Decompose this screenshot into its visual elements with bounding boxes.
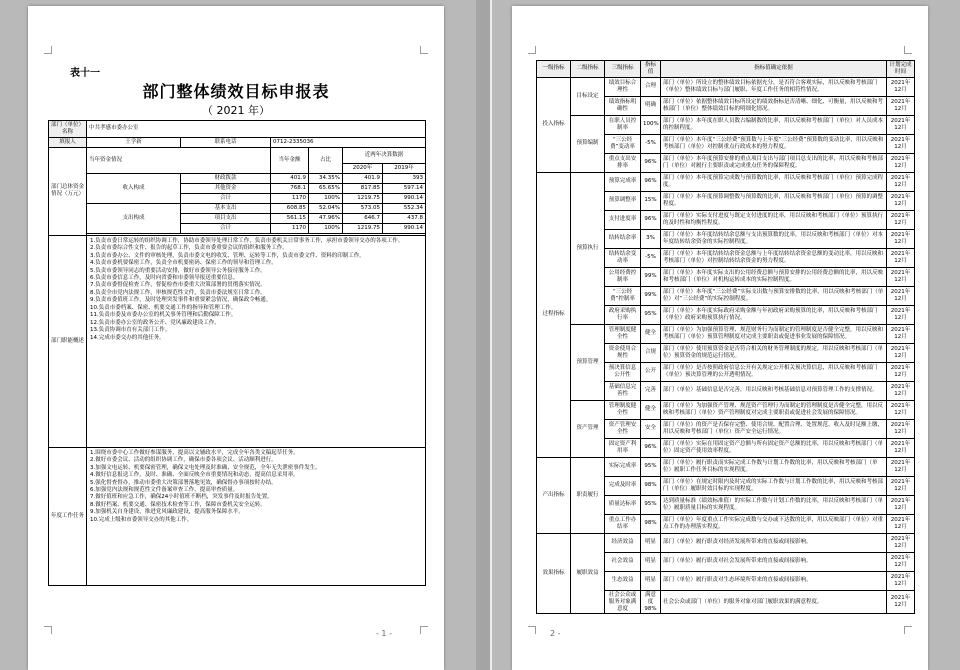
indicator-basis: 部门（单位）本年度预算调整数与预算数的比率，用以反映和考核部门（单位）预算的调整程度。 [661,191,887,210]
row-name: 合计 [181,193,271,203]
indicator-value: 健全 [641,400,661,419]
level3-indicator: 结转结余变动率 [605,248,641,267]
duty-item: 7.负责市委督促检查工作，督促检查市委重大决策部署的贯彻落实情况。 [90,282,266,289]
indicator-value: 95% [641,457,661,476]
indicator-row [537,457,915,476]
expense-label: 支出构成 [87,203,181,233]
annual-label: 年度工作任务 [49,447,87,585]
duty-item: 1.负责市委日常运转的组织协调工作，协助市委领导处理日常工作，负责市委机关日常事务工作，承担市委领导交办的各项工作。 [90,237,404,244]
indicator-basis: 部门（单位）本年度“三公经费”预算数与上年度“三公经费”预算数的变动比率，用以反映和考核部门（单位）对控制重点行政成本的努力程度。 [661,134,887,153]
row-ratio: 52.04% [309,203,343,213]
indicator-body [537,61,915,614]
level3-indicator: “三公经费”变动率 [605,134,641,153]
indicator-row [537,324,915,343]
level3-indicator: 社会效益 [605,552,641,571]
phone-value: 0712-2335036 [271,137,426,147]
indicator-value: -5% [641,248,661,267]
row-2020: 1219.75 [343,193,383,203]
plan-time: 2021年12月 [887,153,915,172]
task-item: 4.做好信息报送工作，及时、准确、全面反映全市重要情况和动态，提高信息采用率。 [90,472,299,479]
indicator-basis: 部门（单位）履行职责对生态环境所带来的直接或间接影响。 [661,571,887,590]
crop-mark [528,46,536,54]
indicator-row [537,533,915,552]
level3-indicator: 公用经费控制率 [605,267,641,286]
level3-indicator: 质量达标率 [605,495,641,514]
indicator-basis: 部门（单位）履行职责对社会发展所带来的直接或间接影响。 [661,552,887,571]
unit-value: 中共孝感市委办公室 [87,121,426,138]
indicator-basis: 部门（单位）使用预算资金是否符合相关的财务管理制度的规定，用以反映和考核部门（单位）预算资金的规范运行情况。 [661,343,887,362]
indicator-value: 98% [641,476,661,495]
level2-indicator: 资产管理 [571,400,605,457]
row-ratio: 100% [309,223,343,233]
level3-indicator: 重点工作办结率 [605,514,641,533]
crop-mark [528,626,536,634]
filler-value: 王学新 [87,137,181,147]
page-number: 2 - [550,629,561,638]
row-name: 合计 [181,223,271,233]
indicator-basis: 部门（单位）依据整体绩效目标所设定的绩效指标是否清晰、细化、可衡量，用以反映和考核部门（单位）整体绩效目标的明细化情况。 [661,96,887,115]
level3-indicator: 完成及时率 [605,476,641,495]
indicator-basis: 部门（单位）的资产是否保存完整、使用合规、配置合理、处置规范、收入及时足额上缴，用以反映和考核部门（单位）资产安全运行情况。 [661,419,887,438]
row-ratio: 100% [309,193,343,203]
level3-indicator: 资产管理安全性 [605,419,641,438]
plan-time: 2021年12月 [887,229,915,248]
indicator-value: -5% [641,134,661,153]
indicator-value: 98% [641,514,661,533]
row-2019: 552.34 [383,203,426,213]
level3-indicator: 绩效目标合理性 [605,77,641,96]
duty-list [87,235,426,447]
indicator-value: 公开 [641,362,661,381]
indicator-basis: 部门（单位）履行职责对经济发展所带来的直接或间接影响。 [661,533,887,552]
plan-time: 2021年12月 [887,96,915,115]
plan-time: 2021年12月 [887,134,915,153]
plan-time: 2021年12月 [887,267,915,286]
row-2019: 597.14 [383,183,426,193]
plan-time: 2021年12月 [887,381,915,400]
level3-indicator: 预算调整率 [605,191,641,210]
level3-indicator: 重点支出安排率 [605,153,641,172]
level3-indicator: 管理制度健全性 [605,324,641,343]
plan-time: 2021年12月 [887,362,915,381]
level2-indicator: 履职效益 [571,533,605,614]
level3-indicator: 支付进度率 [605,210,641,229]
table-label: 表十一 [70,68,100,79]
level1-indicator: 过程指标 [537,172,571,457]
level3-indicator: 固定资产利用率 [605,438,641,457]
indicator-value: 合理 [641,77,661,96]
duty-item: 9.负责市委值班工作，及时处理突发事件和重要紧急情况，确保政令畅通。 [90,297,272,304]
row-amount: 401.9 [271,173,309,183]
indicator-row [537,400,915,419]
indicator-basis: 部门（单位）为加强资产管理、规范资产管理行为而制定的管理制度是否健全完整，用以反映和考核部门（单位）资产管理制度对完成主要职责或促进社会发展的保障情况。 [661,400,887,419]
level3-indicator: “三公经费”控制率 [605,286,641,305]
indicator-value: 100% [641,115,661,134]
indicator-basis: 部门（单位）在规定时限内及时完成的实际工作数与计划工作数的比率，用以反映和考核部门（单位）履职时效目标的实现程度。 [661,476,887,495]
plan-time: 2021年12月 [887,343,915,362]
plan-time: 2021年12月 [887,286,915,305]
indicator-basis: 部门（单位）本年度实际支出的公用经费总额与预算安排的公用经费总额的比率，用以反映和考核部门（单位）对机构运转成本的实际控制程度。 [661,267,887,286]
plan-time: 2021年12月 [887,248,915,267]
level2-indicator: 预算执行 [571,172,605,324]
row-ratio: 47.96% [309,213,343,223]
indicator-value: 15% [641,191,661,210]
indicator-basis: 部门（单位）实际在用固定资产总额与所有固定资产总额的比率，用以反映和考核部门（单位）固定资产使用效率程度。 [661,438,887,457]
plan-time: 2021年12月 [887,305,915,324]
indicator-value: 合规 [641,343,661,362]
year-2019-header: 2019年 [383,163,426,173]
row-2019: 990.14 [383,193,426,203]
task-item: 5.强化督查督办，推动市委重大决策部署落地见效，确保督办事项按时办结。 [90,479,277,486]
task-item: 10.完成上级和市委领导交办的其他工作。 [90,516,193,523]
row-2019: 393 [383,173,426,183]
level3-indicator: 预决算信息公开性 [605,362,641,381]
column-header: 指标值确定依据 [661,61,887,78]
crop-mark [904,626,912,634]
indicator-row [537,115,915,134]
plan-time: 2021年12月 [887,552,915,571]
level3-indicator: 基础信息完善性 [605,381,641,400]
crop-mark [904,46,912,54]
row-amount: 608.85 [271,203,309,213]
page-number: - 1 - [376,629,392,638]
level3-indicator: 管理制度健全性 [605,400,641,419]
row-amount: 768.1 [271,183,309,193]
column-header: 一级指标 [537,61,571,78]
crop-mark [44,626,52,634]
indicator-value: 健全 [641,324,661,343]
indicator-basis: 社会公众或部门（单位）的服务对象对部门履职效果的满意程度。 [661,590,887,614]
row-name: 其他资金 [181,183,271,193]
level3-indicator: 预算完成率 [605,172,641,191]
plan-time: 2021年12月 [887,438,915,457]
unit-label: 部门（单位）名称 [49,121,87,138]
row-2020: 573.05 [343,203,383,213]
plan-time: 2021年12月 [887,476,915,495]
level1-indicator: 投入指标 [537,77,571,172]
indicator-basis: 部门（单位）本年度结转结余资金总额与上年度结转结余资金总额的变动比率，用以反映和考核部门（单位）对控制结转结余资金的努力程度。 [661,248,887,267]
duty-item: 12.负责市委办公室的政务公开、党风廉政建设工作。 [90,319,220,326]
task-item: 1.围绕市委中心工作做好参谋服务，提高以文辅政水平，完成全年各类文稿起草任务。 [90,449,299,456]
plan-time: 2021年12月 [887,514,915,533]
plan-time: 2021年12月 [887,77,915,96]
column-header: 二级指标 [571,61,605,78]
task-item: 3.加强文电运转、机要保密管理，确保文电处理及时准确、安全规范，全年无失泄密事件发生。 [90,464,321,471]
indicator-basis: 部门（单位）履行职责而实际完成工作数与计划工作数的比率，用以反映和考核部门（单位）履职工作任务目标的实现程度。 [661,457,887,476]
document-year: （ 2021 年） [202,104,270,117]
plan-time: 2021年12月 [887,495,915,514]
indicator-value: 满意度98% [641,590,661,614]
indicator-value: 明显 [641,533,661,552]
indicator-value: 95% [641,305,661,324]
budget-row-label: 部门总体资金情况（万元） [49,147,87,235]
duty-item: 3.负责市委办公、文件的审核处理，负责市委文电的收发、管理、运转等工作，负责市委文件、资料的印制工作。 [90,252,365,259]
budget-table [48,120,426,586]
indicator-value: 99% [641,267,661,286]
indicator-value: 3% [641,229,661,248]
level2-indicator: 预算管理 [571,324,605,400]
level1-indicator: 产出指标 [537,457,571,533]
task-item: 6.加强党内法规和规范性文件备案审查工作，提高审查质量。 [90,486,239,493]
indicator-basis: 达到质量标准（绩效标准值）的实际工作数与计划工作数的比率，用以反映和考核部门（单位）履职质量目标的实现程度。 [661,495,887,514]
row-2020: 401.9 [343,173,383,183]
level3-indicator: 结转结余率 [605,229,641,248]
phone-label: 联系电话 [181,137,271,147]
level3-indicator: 实际完成率 [605,457,641,476]
indicator-value: 明确 [641,96,661,115]
indicator-basis: 部门（单位）本年度在职人员数占编制数的比率，用以反映和考核部门（单位）对人员成本的控制程度。 [661,115,887,134]
level3-indicator: 社会公众或服务对象满意度 [605,590,641,614]
row-amount: 1170 [271,193,309,203]
indicator-row [537,172,915,191]
duty-item: 13.负责协调市直有关部门工作。 [90,327,171,334]
indicator-value: 96% [641,210,661,229]
plan-time: 2021年12月 [887,590,915,614]
indicator-basis: 部门（单位）本年度实际政府采购金额与年初政府采购预算的比率，用以反映和考核部门（单位）政府采购预算执行情况。 [661,305,887,324]
task-item: 2.做好市委会议、活动的组织协调工作，确保市委各项会议、活动顺利进行。 [90,457,277,464]
plan-time: 2021年12月 [887,457,915,476]
level3-indicator: 在职人员控制率 [605,115,641,134]
plan-time: 2021年12月 [887,115,915,134]
plan-time: 2021年12月 [887,419,915,438]
page-gutter [476,0,490,670]
ratio-header: 占比 [309,147,343,173]
row-ratio: 34.35% [309,173,343,183]
indicator-value: 96% [641,438,661,457]
duty-label: 部门职能概述 [49,235,87,447]
indicator-basis: 部门（单位）基础信息是否完善，用以反映和考核基础信息对预算管理工作的支撑情况。 [661,381,887,400]
indicator-basis: 部门（单位）为加强预算管理、规范财务行为而制定的管理制度是否健全完整，用以反映和考核部门（单位）预算管理制度对完成主要职责或促进事业发展的保障情况。 [661,324,887,343]
level3-indicator: 绩效指标明确性 [605,96,641,115]
plan-time: 2021年12月 [887,191,915,210]
plan-time: 2021年12月 [887,571,915,590]
indicator-basis: 部门（单位）年度重点工作实际完成数与交办或下达数的比率，用以反映部门（单位）对重点工作的办理落实程度。 [661,514,887,533]
indicator-value: 安全 [641,419,661,438]
row-2020: 646.7 [343,213,383,223]
plan-time: 2021年12月 [887,172,915,191]
indicator-basis: 部门（单位）本年度预算完成数与预算数的比率，用以反映和考核部门（单位）预算完成程度。 [661,172,887,191]
row-amount: 561.15 [271,213,309,223]
column-header: 三级指标 [605,61,641,78]
level1-indicator: 效果指标 [537,533,571,614]
budget-header: 当年资金情况 [87,147,271,173]
recent-header: 近两年决算数据 [343,147,426,163]
task-list [87,447,426,585]
crop-mark [420,626,428,634]
filler-label: 填报人 [49,137,87,147]
duty-item: 6.负责市委信息工作，及时向省委和市委领导报送重要信息。 [90,274,239,281]
column-header: 计划完成时间 [887,61,915,78]
indicator-value: 95% [641,495,661,514]
row-name: 财政拨款 [181,173,271,183]
indicator-value: 96% [641,153,661,172]
indicator-value: 完善 [641,381,661,400]
indicator-value: 明显 [641,571,661,590]
level2-indicator: 目标设定 [571,77,605,115]
row-2019: 990.14 [383,223,426,233]
level2-indicator: 职责履行 [571,457,605,533]
duty-item: 11.负责市委及市委办公室的机关事务管理和后勤保障工作。 [90,312,237,319]
level2-indicator: 预算编制 [571,115,605,172]
year-2020-header: 2020年 [343,163,383,173]
row-2020: 817.85 [343,183,383,193]
page-gutter-edge [490,0,492,670]
duty-item: 2.负责市委综合性文件、报告的起草工作，负责市委重要会议的组织和服务工作。 [90,245,288,252]
row-2019: 437.8 [383,213,426,223]
document-page-1 [28,6,444,670]
document-page-2 [512,6,928,670]
duty-item: 10.负责市委档案、保密、机要交通工作的指导和管理工作。 [90,304,237,311]
column-header: 指标值 [641,61,661,78]
task-item: 9.加强机关自身建设，推进党风廉政建设，提高服务保障水平。 [90,509,244,516]
row-ratio: 65.65% [309,183,343,193]
duty-item: 8.负责全市党内法规工作，审核规范性文件，负责市委法规室日常工作。 [90,289,266,296]
indicator-basis: 部门（单位）实际支付进度与既定支付进度的比率，用以反映和考核部门（单位）预算执行的及时性和均衡性程度。 [661,210,887,229]
level3-indicator: 生态效益 [605,571,641,590]
crop-mark [44,46,52,54]
indicator-basis: 部门（单位）所设立的整体绩效目标依据充分，是否符合客观实际，用以反映和考核部门（单位）整体绩效目标与部门履职、年度工作任务的相符性情况。 [661,77,887,96]
crop-mark [420,46,428,54]
task-item: 7.做好值班和应急工作，确保24小时值班不断档，突发事件及时报告处置。 [90,494,273,501]
income-label: 收入构成 [87,173,181,203]
row-amount: 1170 [271,223,309,233]
indicator-basis: 部门（单位）本年度“三公经费”实际支出数与预算安排数的比率，用以反映和考核部门（单位）对“三公经费”的实际控制程度。 [661,286,887,305]
document-title: 部门整体绩效目标申报表 [142,82,330,101]
amount-header: 当年金额 [271,147,309,173]
plan-time: 2021年12月 [887,210,915,229]
row-2020: 1219.75 [343,223,383,233]
indicator-row [537,77,915,96]
indicator-basis: 部门（单位）本年度结转结余总额与支出预算数的比率，用以反映和考核部门（单位）对本年度结转结余资金的实际控制程度。 [661,229,887,248]
indicator-value: 明显 [641,552,661,571]
indicator-table [536,60,915,614]
level3-indicator: 经济效益 [605,533,641,552]
duty-item: 5.负责市委领导同志的重要活动安排，做好市委领导公务接待服务工作。 [90,267,266,274]
plan-time: 2021年12月 [887,533,915,552]
row-name: 基本支出 [181,203,271,213]
indicator-basis: 部门（单位）是否按照政府信息公开有关规定公开相关预决算信息，用以反映和考核部门（单位）预决算管理的公开透明情况。 [661,362,887,381]
indicator-value: 96% [641,172,661,191]
plan-time: 2021年12月 [887,324,915,343]
duty-item: 4.负责市委机要保密工作，负责全市机要密码、保密工作的领导和管理工作。 [90,260,277,267]
level3-indicator: 政府采购执行率 [605,305,641,324]
duty-item: 14.完成市委交办的其他任务。 [90,334,165,341]
row-name: 项目支出 [181,213,271,223]
level3-indicator: 资金使用合规性 [605,343,641,362]
indicator-value: 99% [641,286,661,305]
task-item: 8.做好档案、机要交通、保密技术检查等工作，保障市委机关安全运转。 [90,501,266,508]
plan-time: 2021年12月 [887,400,915,419]
indicator-basis: 部门（单位）本年度预算安排的重点项目支出与部门项目总支出的比率，用以反映和考核部门（单位）对履行主要职责或完成重点任务的保障程度。 [661,153,887,172]
